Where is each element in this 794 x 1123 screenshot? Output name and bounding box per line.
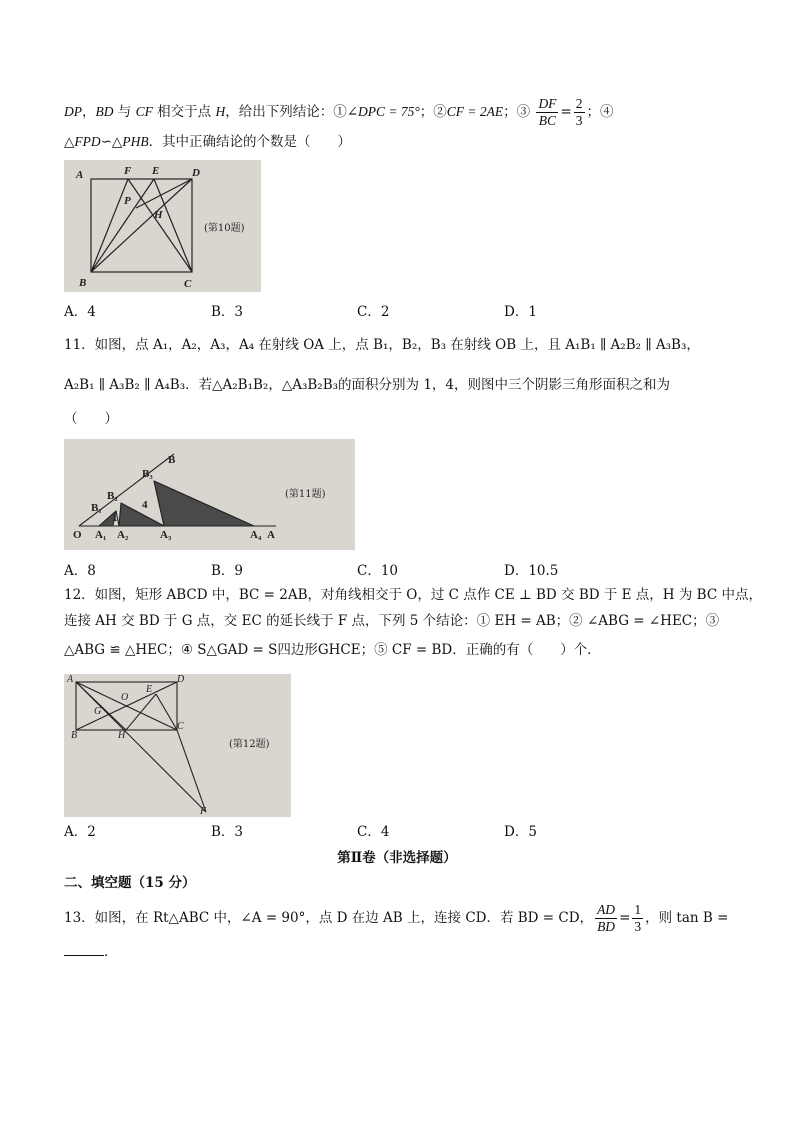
q10-text: ；②: [419, 104, 447, 120]
q10-text: 与: [113, 104, 136, 120]
q12-option-b[interactable]: B．3: [211, 824, 244, 840]
q10-text: CF: [135, 104, 153, 119]
fig10-label-B: B: [79, 277, 87, 289]
q10-text: ；④: [586, 104, 614, 120]
q10-option-d[interactable]: D．1: [504, 304, 537, 320]
fig11-label-B1: B₁: [91, 502, 102, 514]
q10-fraction-value: $\frac{2}{3}$: [575, 96, 583, 128]
q12-option-a[interactable]: A．2: [64, 824, 96, 840]
fig11-label-A3: A₃: [160, 529, 172, 541]
fig12-label-E: E: [146, 684, 153, 695]
q10-text: ，给出下列结论：①: [225, 104, 347, 120]
figure-11: [64, 439, 355, 550]
q13-fraction: $\frac{AD}{BD}$: [597, 902, 616, 934]
section2-title: 第Ⅱ卷（非选择题）: [337, 850, 457, 866]
q10-options: [64, 302, 664, 322]
fig11-label-B: B: [168, 454, 176, 466]
q11-option-c[interactable]: C．10: [357, 563, 399, 579]
fig12-label-A: A: [67, 674, 74, 685]
q11-line2: A₂B₁ ∥ A₃B₂ ∥ A₄B₃．若△A₂B₁B₂，△A₃B₂B₃的面积分别为 1，4，则图中三个阴影三角形面积之和为: [64, 377, 671, 393]
q10-text: BD: [95, 104, 114, 119]
q10-option-b[interactable]: B．3: [211, 304, 244, 320]
fig12-label-O: O: [121, 692, 129, 703]
q11-line3: （ ）: [64, 411, 118, 427]
q12-line3: △ABG ≌ △HEC；④ S△GAD = S四边形GHCE；⑤ CF = BD．正确的有（ ）个．: [64, 642, 601, 658]
q12-option-d[interactable]: D．5: [504, 824, 537, 840]
fig12-label-B: B: [71, 730, 78, 741]
q11-options: [64, 561, 664, 581]
q11-line1: 11．如图，点 A₁，A₂，A₃，A₄ 在射线 OA 上，点 B₁，B₂，B₃ 在射线 OB 上，且 A₁B₁ ∥ A₂B₂ ∥ A₃B₃，: [64, 337, 700, 353]
fig10-label-D: D: [192, 167, 200, 179]
fig10-caption: (第10题): [204, 223, 245, 234]
q10-fraction: $\frac{DF}{BC}$: [538, 96, 557, 128]
fig11-label-O: O: [73, 529, 82, 541]
q10-option-c[interactable]: C．2: [357, 304, 390, 320]
fig10-label-F: F: [124, 165, 132, 177]
fig10-label-P: P: [124, 195, 131, 207]
fig11-label-A: A: [267, 529, 275, 541]
fig11-label-1: 1: [112, 512, 118, 524]
figure-12: [64, 674, 291, 817]
fig12-label-F: F: [200, 806, 207, 817]
q13-line1: 13．如图，在 Rt△ABC 中，∠A = 90°，点 D 在边 AB 上，连接 CD．若 BD = CD， $\frac{AD}{BD}$ = $\frac{1}{3}$ ，则 tan B =: [64, 902, 729, 934]
q10-option-a[interactable]: A．4: [64, 304, 96, 320]
q10-text: ．其中正确结论的个数是（ ）: [148, 134, 352, 150]
q11-option-d[interactable]: D．10.5: [504, 563, 559, 579]
q10-text: △FPD∽△PHB: [64, 134, 149, 149]
fig10-label-C: C: [184, 278, 192, 290]
fig10-label-H: H: [154, 209, 163, 221]
fig11-label-B3: B₃: [142, 468, 153, 480]
fig12-label-D: D: [177, 674, 185, 685]
q10-text: H: [215, 104, 226, 119]
q10-text: DP: [64, 104, 82, 119]
q12-options: [64, 822, 664, 842]
q12-line2: 连接 AH 交 BD 于 G 点，交 EC 的延长线于 F 点，下列 5 个结论：① EH = AB；② ∠ABG = ∠HEC；③: [64, 613, 720, 629]
q10-line2: [64, 132, 351, 152]
fig11-label-A4: A₄: [250, 529, 262, 541]
fig10-label-E: E: [152, 165, 160, 177]
fig12-caption: (第12题): [229, 739, 270, 750]
fig11-label-A2: A₂: [117, 529, 129, 541]
fig10-label-A: A: [76, 169, 84, 181]
q12-option-c[interactable]: C．4: [357, 824, 390, 840]
fig12-label-G: G: [94, 706, 102, 717]
fig11-caption: (第11题): [285, 489, 326, 500]
q10-line1: DP，BD 与 CF 相交于点 H，给出下列结论：①∠DPC = 75°；②CF = 2AE；③ $\frac{DF}{BC}$ = $\frac{2}{3}$ ；④: [64, 96, 614, 128]
q13-line2: ．: [64, 942, 118, 962]
q11-option-b[interactable]: B．9: [211, 563, 244, 579]
q13-answer-blank[interactable]: [64, 955, 104, 956]
fig12-label-H: H: [118, 730, 126, 741]
q10-text: ∠DPC = 75°: [346, 104, 420, 119]
q12-line1: 12．如图，矩形 ABCD 中，BC = 2AB，对角线相交于 O，过 C 点作 CE ⊥ BD 交 BD 于 E 点，H 为 BC 中点，: [64, 587, 762, 603]
fig12-label-C: C: [177, 721, 184, 732]
q10-text: CF = 2AE: [446, 104, 504, 119]
q10-text: 相交于点: [152, 104, 216, 120]
fig11-label-A1: A₁: [95, 529, 107, 541]
fig11-label-4: 4: [142, 499, 148, 511]
fig11-label-B2: B₂: [107, 490, 118, 502]
section2-heading: 二、填空题（15 分）: [64, 875, 196, 891]
figure-10: [64, 160, 261, 292]
q10-text: ；③: [503, 104, 531, 120]
q10-text: ，: [82, 104, 96, 120]
q11-option-a[interactable]: A．8: [64, 563, 96, 579]
q13-fraction-value: $\frac{1}{3}$: [634, 902, 642, 934]
